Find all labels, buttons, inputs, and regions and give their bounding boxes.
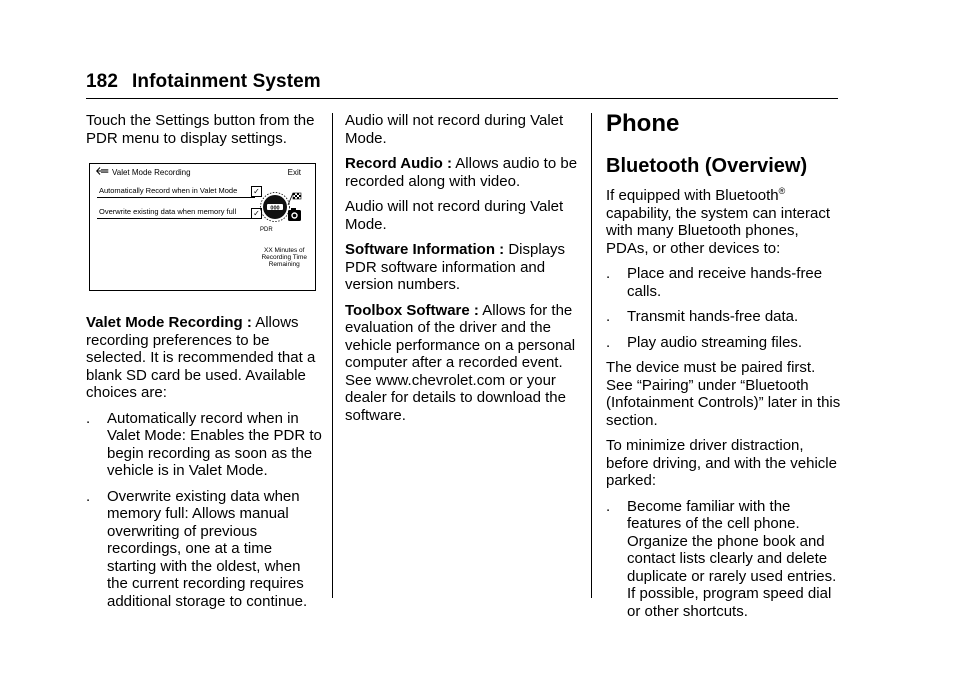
intro-paragraph: Touch the Settings button from the PDR menu to display settings.: [86, 112, 315, 147]
option-auto-record-label: Automatically Record when in Valet Mode: [99, 186, 238, 195]
term: Valet Mode Recording :: [86, 314, 252, 331]
toolbox-software-paragraph: [345, 302, 581, 425]
column-1: [86, 112, 322, 155]
auto-record-checkbox[interactable]: ✓: [251, 186, 262, 197]
subsection-heading: Bluetooth (Overview): [606, 155, 808, 177]
minimize-distraction-paragraph: To minimize driver distraction, before driving, and with the vehicle parked:: [606, 437, 837, 489]
remaining-line: Recording Time: [261, 254, 307, 261]
page-number: 182: [86, 71, 119, 92]
checkered-flag-icon: [288, 193, 301, 205]
option-auto-record[interactable]: [97, 185, 255, 198]
column-divider: [591, 113, 592, 598]
remaining-line: XX Minutes of: [264, 247, 305, 254]
list-item: [606, 265, 842, 300]
column-3: [606, 110, 842, 628]
paragraph: Audio will not record during Valet Mode.: [345, 198, 564, 233]
page-header: [86, 71, 321, 93]
list-item: [606, 498, 842, 621]
list-item-text: Become familiar with the features of the cell phone. Organize the phone book and contact lists clearly and delete duplicate or rarely used entries. If possible, program speed dial or other shortcuts.: [627, 497, 837, 620]
column-1-lower: [86, 314, 322, 618]
header-rule: [86, 98, 838, 99]
overwrite-checkbox[interactable]: ✓: [251, 208, 262, 219]
section-heading: Phone: [606, 110, 680, 137]
software-information-paragraph: [345, 241, 581, 294]
bluetooth-intro-paragraph: [606, 187, 842, 257]
pairing-paragraph: The device must be paired first. See “Pairing” under “Bluetooth (Infotainment Controls)” later in this section.: [606, 359, 841, 429]
option-overwrite-label: Overwrite existing data when memory full: [99, 207, 237, 216]
definition: Allows recording preferences to be selected. It is recommended that a blank SD card be used. Available choices are:: [86, 314, 316, 401]
intro-text: If equipped with Bluetooth: [606, 187, 779, 204]
back-arrow-icon: [96, 167, 109, 175]
list-item-text: Automatically record when in Valet Mode: Enables the PDR to begin recording as soon as the vehicle is in Valet Mode.: [107, 409, 322, 479]
valet-mode-recording-paragraph: [86, 314, 322, 402]
column-2: [345, 112, 581, 432]
definition: Allows for the evaluation of the driver and the vehicle performance on a personal computer after a recorded event. See www.chevrolet.com or your dealer for details to download the software.: [345, 301, 576, 424]
list-item-text: Play audio streaming files.: [627, 333, 803, 351]
figure-title: Valet Mode Recording: [112, 168, 191, 177]
pdr-label: PDR: [260, 227, 273, 233]
registered-mark: ®: [778, 186, 786, 196]
list-item: [86, 488, 322, 611]
bullet-marker: .: [606, 265, 611, 282]
column-divider: [332, 113, 333, 598]
camera-icon: [288, 208, 301, 221]
exit-button[interactable]: Exit: [287, 168, 301, 177]
svg-text:000: 000: [270, 205, 280, 212]
bullet-marker: .: [606, 333, 611, 351]
record-audio-paragraph: [345, 155, 581, 190]
term: Toolbox Software :: [345, 301, 479, 319]
record-dial-icon: [260, 191, 310, 225]
valet-mode-screenshot: [89, 163, 316, 291]
definition: Displays PDR software information and version numbers.: [345, 241, 566, 293]
remaining-line: Remaining: [268, 261, 300, 268]
bullet-marker: .: [86, 487, 91, 505]
option-overwrite[interactable]: [97, 206, 255, 219]
section-title: Infotainment System: [132, 71, 321, 92]
bullet-marker: .: [86, 409, 91, 427]
list-item: [606, 308, 842, 326]
term: Software Information :: [345, 241, 505, 258]
paragraph: Audio will not record during Valet Mode.: [345, 112, 564, 147]
list-item-text: Overwrite existing data when memory full: Allows manual overwriting of previous recordings, one at a time starting with the oldest, when the current recording requires additional storage to continue.: [107, 487, 308, 610]
bullet-marker: .: [606, 497, 611, 515]
definition: Allows audio to be recorded along with video.: [345, 155, 578, 190]
list-item-text: Place and receive hands-free calls.: [627, 265, 823, 300]
figure-title-bar: [90, 164, 315, 178]
intro-text-continued: capability, the system can interact with many Bluetooth phones, PDAs, or other devices to:: [606, 204, 830, 257]
list-item-text: Transmit hands-free data.: [627, 308, 799, 325]
list-item: [86, 410, 322, 480]
recording-time-remaining: [261, 247, 307, 268]
term: Record Audio :: [345, 155, 452, 172]
bullet-marker: .: [606, 308, 611, 325]
list-item: [606, 334, 842, 352]
